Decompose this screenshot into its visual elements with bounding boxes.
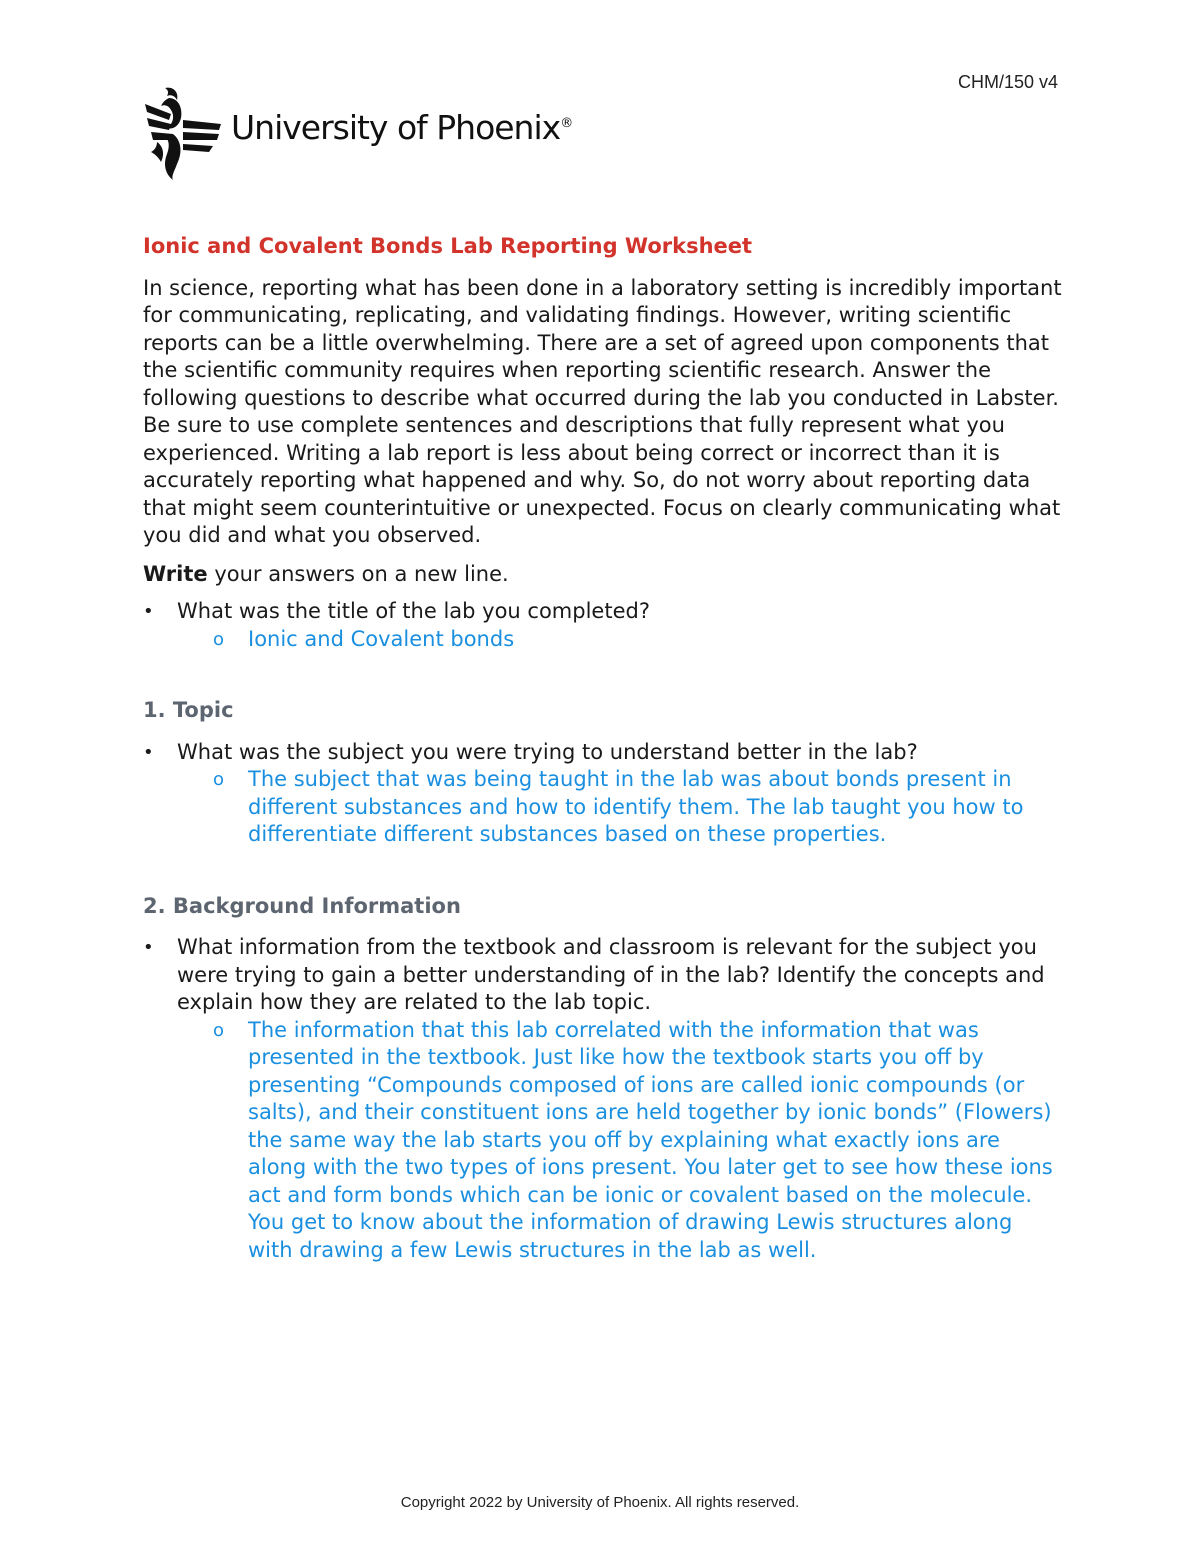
- university-logo: [143, 84, 573, 180]
- question-item: [143, 598, 1063, 626]
- intro-paragraph: In science, reporting what has been done in a laboratory setting is incredibly important for communicating, replicating, and validating findings. However, writing scientific reports can be a little overwhelming. There are a set of agreed upon components that the scientific community requires when reporting scientific research. Answer the following questions to describe what occurred during the lab you conducted in Labster. Be sure to use complete sentences and descriptions that fully represent what you experienced. Writing a lab report is less about being correct or incorrect than it is accurately reporting what happened and why. So, do not worry about reporting data that might seem counterintuitive or unexpected. Focus on clearly communicating what you did and what you observed.: [143, 275, 1062, 547]
- logo-wordmark: [231, 108, 572, 147]
- question-text: What was the title of the lab you completed?: [177, 599, 650, 623]
- question-text: What information from the textbook and classroom is relevant for the subject you were trying to gain a better understanding of in the lab? Identify the concepts and explain how they are related to the lab topic.: [177, 935, 1045, 1014]
- document-title: Ionic and Covalent Bonds Lab Reporting Worksheet: [143, 234, 753, 258]
- section-heading-topic: 1. Topic: [143, 698, 234, 722]
- registered-mark: ®: [560, 116, 573, 131]
- sub-bullet-icon: o: [213, 769, 225, 790]
- bullet-icon: •: [143, 741, 154, 763]
- answer-text: Ionic and Covalent bonds: [248, 626, 515, 651]
- course-code: CHM/150 v4: [957, 72, 1058, 92]
- answer-item: [143, 626, 1063, 654]
- bullet-icon: •: [143, 937, 154, 958]
- answer-item: [143, 1017, 1063, 1265]
- instruction-bold: Write: [143, 561, 208, 586]
- question-item: [143, 934, 1063, 1017]
- sub-bullet-icon: o: [213, 1019, 225, 1041]
- instruction-text: your answers on a new line.: [207, 561, 509, 586]
- worksheet-body: [143, 233, 1063, 1264]
- question-text: What was the subject you were trying to understand better in the lab?: [177, 739, 918, 764]
- phoenix-bird-logo-icon: [143, 84, 223, 180]
- logo-text: University of Phoenix: [231, 108, 561, 147]
- answer-text: The information that this lab correlated with the information that was presented in the textbook. Just like how the textbook starts you off by presenting “Compounds composed of ions are called ionic compounds (or salts), and their constituent ions are held together by ionic bonds” (Flowers) the same way the lab starts you off by explaining what exactly ions are along with the two types of ions present. You later get to see how these ions act and form bonds which can be ionic or covalent based on the molecule. You get to know about the information of drawing Lewis structures along with drawing a few Lewis structures in the lab as well.: [248, 1017, 1053, 1262]
- question-item: [143, 739, 1063, 767]
- answer-item: [143, 766, 1063, 849]
- copyright-footer: Copyright 2022 by University of Phoenix. All rights reserved.: [400, 1494, 800, 1511]
- section-heading-background: 2. Background Information: [143, 893, 461, 918]
- answer-text: The subject that was being taught in the lab was about bonds present in different substances and how to identify them. The lab taught you how to differentiate different substances based on these properties.: [248, 767, 1024, 846]
- bullet-icon: •: [143, 601, 154, 622]
- sub-bullet-icon: o: [213, 628, 225, 650]
- instruction-line: [143, 561, 1063, 589]
